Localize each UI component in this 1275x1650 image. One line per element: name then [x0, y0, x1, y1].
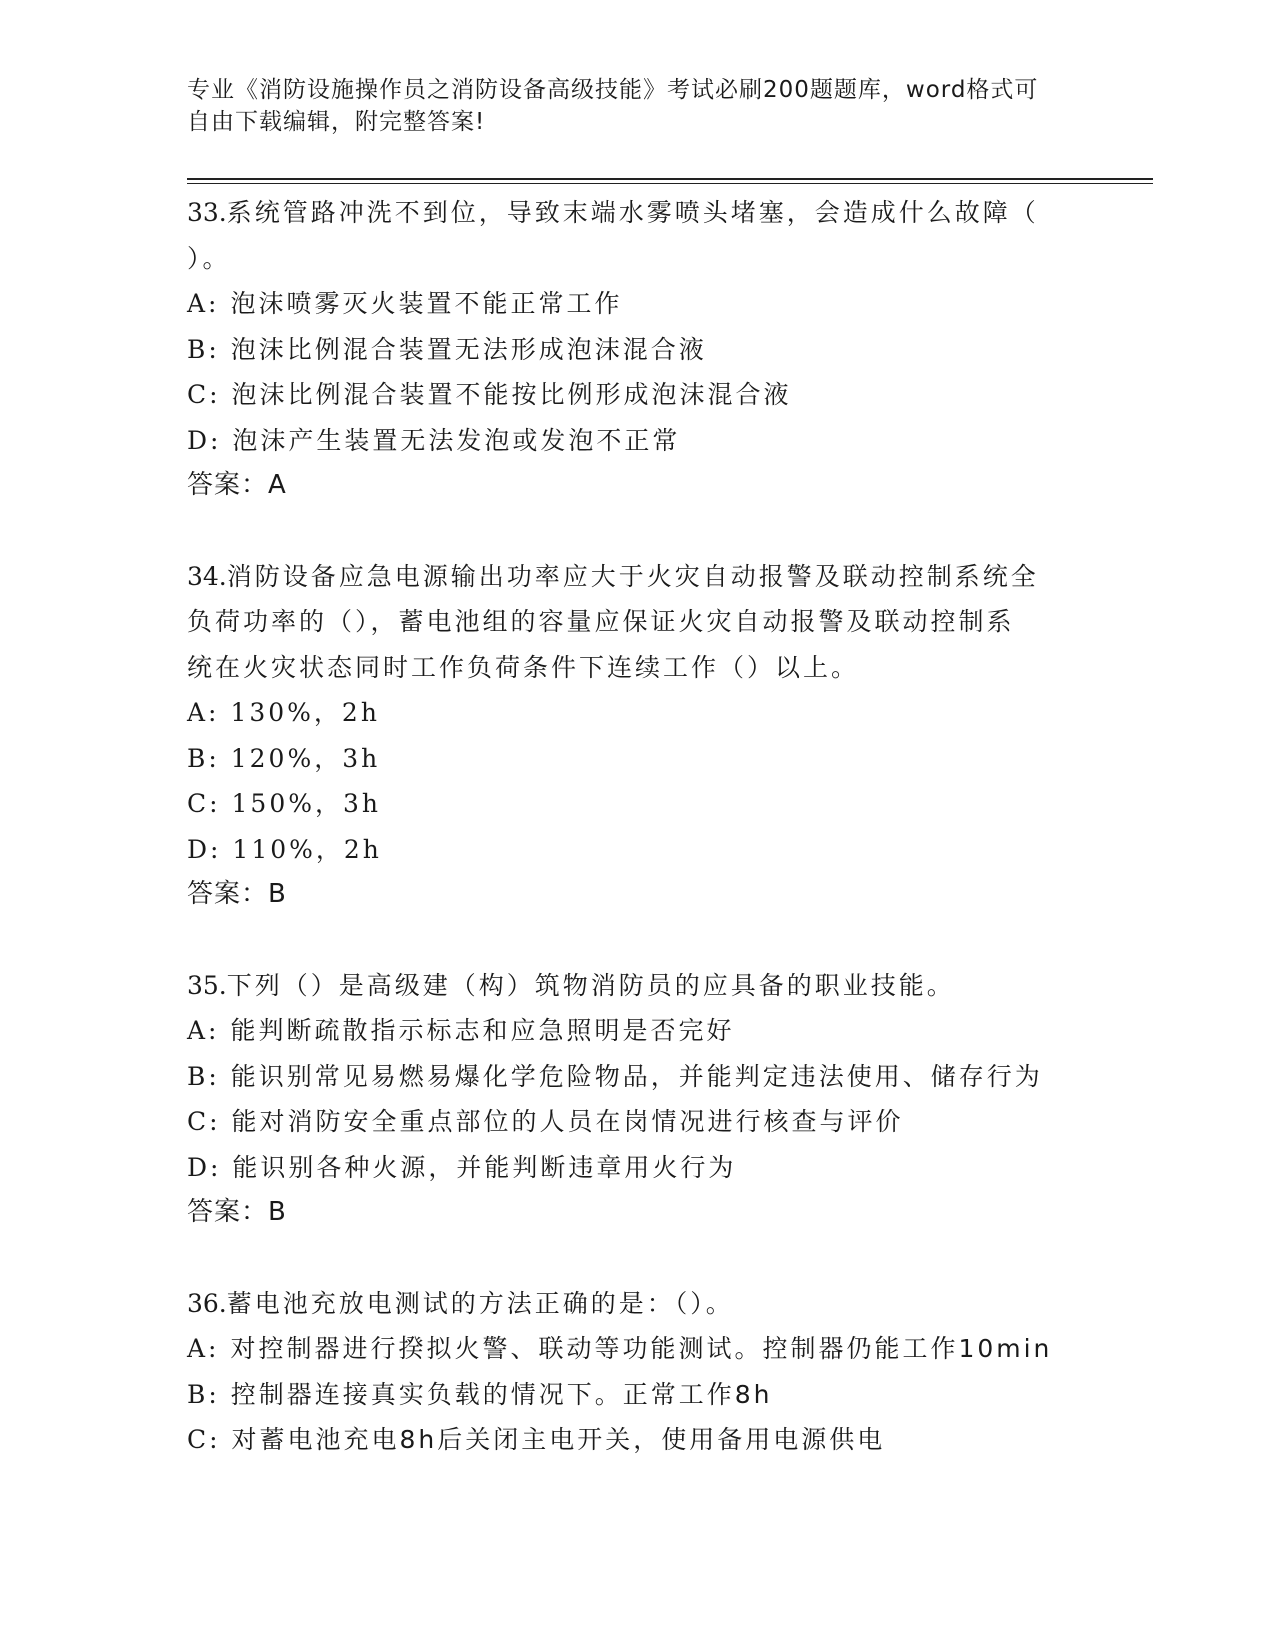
question-line: ）。	[187, 243, 231, 273]
question-stem	[187, 963, 1077, 1009]
option-b	[187, 736, 1077, 782]
option-text: 对蓄电池充电8h后关闭主电开关，使用备用电源供电	[231, 1425, 886, 1454]
option-b	[187, 327, 1077, 373]
option-letter: B:	[187, 1061, 220, 1091]
header-divider-thin	[187, 183, 1153, 184]
question-line: 负荷功率的（），蓄电池组的容量应保证火灾自动报警及联动控制系	[187, 607, 1015, 636]
answer-label: 答案：B	[187, 1197, 287, 1227]
answer-label: 答案：A	[187, 470, 287, 500]
option-text: 110%，2h	[232, 834, 382, 864]
question-line: 系统管路冲洗不到位，导致末端水雾喷头堵塞，会造成什么故障（	[226, 198, 1039, 227]
option-text: 能判断疏散指示标志和应急照明是否完好	[230, 1016, 735, 1045]
question-number: 33.	[187, 198, 227, 227]
question-33	[187, 190, 1077, 509]
option-d	[187, 827, 1077, 873]
option-letter: A:	[187, 289, 220, 318]
option-letter: C:	[187, 789, 221, 818]
question-line: 统在火灾状态同时工作负荷条件下连续工作（）以上。	[187, 652, 860, 682]
option-d	[187, 1145, 1077, 1191]
option-letter: C:	[187, 1107, 221, 1136]
option-b	[187, 1372, 1077, 1418]
question-stem	[187, 554, 1077, 600]
question-34	[187, 554, 1077, 918]
option-letter: A:	[187, 1334, 220, 1363]
option-text: 能对消防安全重点部位的人员在岗情况进行核查与评价	[231, 1107, 904, 1136]
question-36	[187, 1281, 1077, 1463]
option-letter: B:	[187, 743, 220, 773]
option-a	[187, 1008, 1077, 1054]
question-line: 消防设备应急电源输出功率应大于火灾自动报警及联动控制系统全	[226, 561, 1039, 591]
option-text: 150%，3h	[231, 789, 381, 818]
option-text: 对控制器进行揆拟火警、联动等功能测试。控制器仍能工作10min	[230, 1334, 1053, 1363]
option-c	[187, 1417, 1077, 1463]
header-line-2: 自由下载编辑，附完整答案!	[187, 109, 486, 135]
header-divider-thick	[187, 178, 1153, 180]
option-text: 控制器连接真实负载的情况下。正常工作8h	[230, 1379, 773, 1409]
option-letter: D:	[187, 425, 222, 455]
question-number: 35.	[187, 970, 227, 1000]
option-b	[187, 1054, 1077, 1100]
option-text: 泡沫比例混合装置无法形成泡沫混合液	[230, 334, 707, 364]
option-text: 泡沫比例混合装置不能按比例形成泡沫混合液	[231, 380, 792, 409]
option-a	[187, 281, 1077, 327]
option-text: 130%，2h	[230, 698, 380, 727]
option-c	[187, 1099, 1077, 1145]
question-number: 36.	[187, 1288, 227, 1318]
option-text: 能识别各种火源，并能判断违章用火行为	[232, 1152, 737, 1182]
question-stem	[187, 190, 1077, 236]
option-text: 泡沫喷雾灭火装置不能正常工作	[230, 289, 623, 318]
option-a	[187, 1326, 1077, 1372]
question-number: 34.	[187, 561, 227, 591]
option-text: 泡沫产生装置无法发泡或发泡不正常	[232, 425, 681, 455]
option-letter: D:	[187, 1152, 222, 1182]
option-letter: A:	[187, 1016, 220, 1045]
header-line-1: 专业《消防设施操作员之消防设备高级技能》考试必刷200题题库，word格式可	[187, 77, 1039, 103]
answer-label: 答案：B	[187, 879, 287, 909]
question-stem	[187, 1281, 1077, 1327]
question-line: 蓄电池充放电测试的方法正确的是：（）。	[226, 1288, 734, 1318]
question-list	[187, 190, 1077, 1463]
question-line: 下列（）是高级建（构）筑物消防员的应具备的职业技能。	[226, 970, 955, 1000]
option-letter: B:	[187, 334, 220, 364]
option-letter: B:	[187, 1379, 220, 1409]
option-text: 能识别常见易燃易爆化学危险物品，并能判定违法使用、储存行为	[230, 1061, 1043, 1091]
option-c	[187, 372, 1077, 418]
document-header	[187, 74, 1067, 138]
option-text: 120%，3h	[230, 743, 381, 773]
option-a	[187, 690, 1077, 736]
option-letter: D:	[187, 834, 222, 864]
option-c	[187, 781, 1077, 827]
option-d	[187, 418, 1077, 464]
option-letter: C:	[187, 380, 221, 409]
option-letter: A:	[187, 698, 220, 727]
option-letter: C:	[187, 1425, 221, 1454]
question-35	[187, 963, 1077, 1236]
